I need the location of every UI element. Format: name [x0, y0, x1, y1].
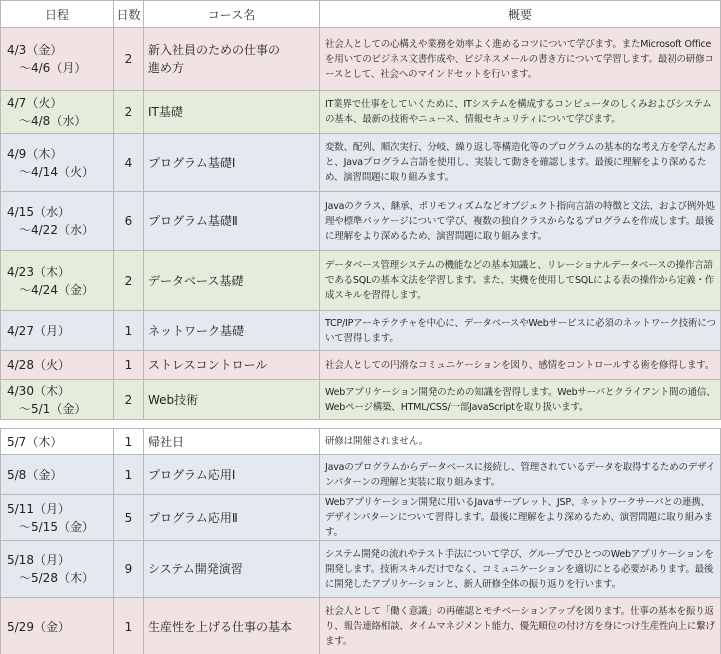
- row-course: システム開発演習: [144, 541, 320, 598]
- row-days: 2: [114, 28, 144, 91]
- row-date: 5/29（金）: [0, 598, 114, 654]
- row-date: 4/15（水） ～4/22（水）: [0, 192, 114, 251]
- table-row: [0, 598, 721, 654]
- row-days: 6: [114, 192, 144, 251]
- row-course: 生産性を上げる仕事の基本: [144, 598, 320, 654]
- header-date: 日程: [0, 0, 114, 28]
- table-row: [0, 91, 721, 134]
- row-date: 4/23（木） ～4/24（金）: [0, 251, 114, 311]
- section-gap: [0, 420, 721, 429]
- row-days: 1: [114, 598, 144, 654]
- header-summary: 概要: [320, 0, 721, 28]
- row-summary: Javaのプログラムからデータベースに接続し、管理されているデータを取得するためのデザインパターンの理解と実装に取り組みます。: [320, 455, 721, 495]
- row-course: 帰社日: [144, 429, 320, 455]
- row-date: 4/9（木） ～4/14（火）: [0, 134, 114, 192]
- row-summary: TCP/IPアーキテクチャを中心に、データベースやWebサービスに必須のネットワーク技術について習得します。: [320, 311, 721, 351]
- row-days: 2: [114, 91, 144, 134]
- table-row: [0, 495, 721, 541]
- row-course: IT基礎: [144, 91, 320, 134]
- row-course: プログラム基礎Ⅰ: [144, 134, 320, 192]
- row-date: 5/11（月） ～5/15（金）: [0, 495, 114, 541]
- row-date: 4/30（木） ～5/1（金）: [0, 380, 114, 420]
- row-course: プログラム応用Ⅱ: [144, 495, 320, 541]
- row-course: プログラム応用Ⅰ: [144, 455, 320, 495]
- table-row: [0, 455, 721, 495]
- row-days: 2: [114, 380, 144, 420]
- row-summary: Javaのクラス、継承、ポリモフィズムなどオブジェクト指向言語の特徴と文法、および例外処理や標準パッケージについて学び、複数の独自クラスからなるプログラムを作成します。最後に理解をより深めるため、演習問題に取り組みます。: [320, 192, 721, 251]
- row-summary: 社会人としての円滑なコミュニケーションを図り、感情をコントロールする術を修得します。: [320, 351, 721, 380]
- table-row: [0, 351, 721, 380]
- row-days: 1: [114, 455, 144, 495]
- row-summary: 社会人としての心構えや業務を効率よく進めるコツについて学びます。またMicrosoft Officeを用いてのビジネス文書作成や、ビジネスメールの書き方について学習します。最初の研修コースとして、社会へのマインドセットを行います。: [320, 28, 721, 91]
- row-date: 5/18（月） ～5/28（木）: [0, 541, 114, 598]
- row-course: 新入社員のための仕事の 進め方: [144, 28, 320, 91]
- row-days: 9: [114, 541, 144, 598]
- table-row: [0, 541, 721, 598]
- row-date: 4/3（金） ～4/6（月）: [0, 28, 114, 91]
- row-summary: IT業界で仕事をしていくために、ITシステムを構成するコンピュータのしくみおよびシステムの基本、最新の技術やニュース、情報セキュリティについて学びます。: [320, 91, 721, 134]
- table-header-row: [0, 0, 721, 28]
- header-days: 日数: [114, 0, 144, 28]
- row-date: 5/7（木）: [0, 429, 114, 455]
- row-course: データベース基礎: [144, 251, 320, 311]
- row-course: Web技術: [144, 380, 320, 420]
- row-days: 1: [114, 351, 144, 380]
- row-date: 5/8（金）: [0, 455, 114, 495]
- table-row: [0, 380, 721, 420]
- row-days: 1: [114, 311, 144, 351]
- table-row: [0, 429, 721, 455]
- row-course: ネットワーク基礎: [144, 311, 320, 351]
- row-days: 5: [114, 495, 144, 541]
- row-summary: Webアプリケーション開発に用いるJavaサーブレット、JSP、ネットワークサーバとの連携、デザインパターンについて習得します。最後に理解をより深めるため、演習問題に取り組みます。: [320, 495, 721, 541]
- row-summary: 社会人として「働く意識」の再確認とモチベーションアップを図ります。仕事の基本を振り返り、報告連絡相談、タイムマネジメント能力、優先順位の付け方を身につけ生産性向上に繋げます。: [320, 598, 721, 654]
- header-course: コース名: [144, 0, 320, 28]
- row-course: ストレスコントロール: [144, 351, 320, 380]
- row-days: 4: [114, 134, 144, 192]
- table-row: [0, 311, 721, 351]
- row-days: 1: [114, 429, 144, 455]
- table-row: [0, 192, 721, 251]
- row-date: 4/28（火）: [0, 351, 114, 380]
- row-summary: データベース管理システムの機能などの基本知識と、リレーショナルデータベースの操作言語であるSQLの基本文法を学習します。また、実機を使用してSQLによる表の操作から定義・作成スキルを習得します。: [320, 251, 721, 311]
- row-summary: 変数、配列、順次実行、分岐、繰り返し等構造化等のプログラムの基本的な考え方を学んだあと、Javaプログラム言語を使用し、実装して動きを確認します。最後に理解をより深めるため、演習問題に取り組みます。: [320, 134, 721, 192]
- row-summary: 研修は開催されません。: [320, 429, 721, 455]
- table-row: [0, 28, 721, 91]
- row-course: プログラム基礎Ⅱ: [144, 192, 320, 251]
- row-days: 2: [114, 251, 144, 311]
- table-row: [0, 134, 721, 192]
- row-summary: システム開発の流れやテスト手法について学び、グループでひとつのWebアプリケーションを開発します。技術スキルだけでなく、コミュニケーションを適切にとる必要があります。最後に開発したアプリケーションと、新人研修全体の振り返りを行います。: [320, 541, 721, 598]
- row-date: 4/7（火） ～4/8（水）: [0, 91, 114, 134]
- section-gap-cell: [0, 420, 721, 429]
- row-summary: Webアプリケーション開発のための知識を習得します。Webサーバとクライアント間の通信、Webページ構築、HTML/CSS/一部JavaScriptを取り扱います。: [320, 380, 721, 420]
- row-date: 4/27（月）: [0, 311, 114, 351]
- table-row: [0, 251, 721, 311]
